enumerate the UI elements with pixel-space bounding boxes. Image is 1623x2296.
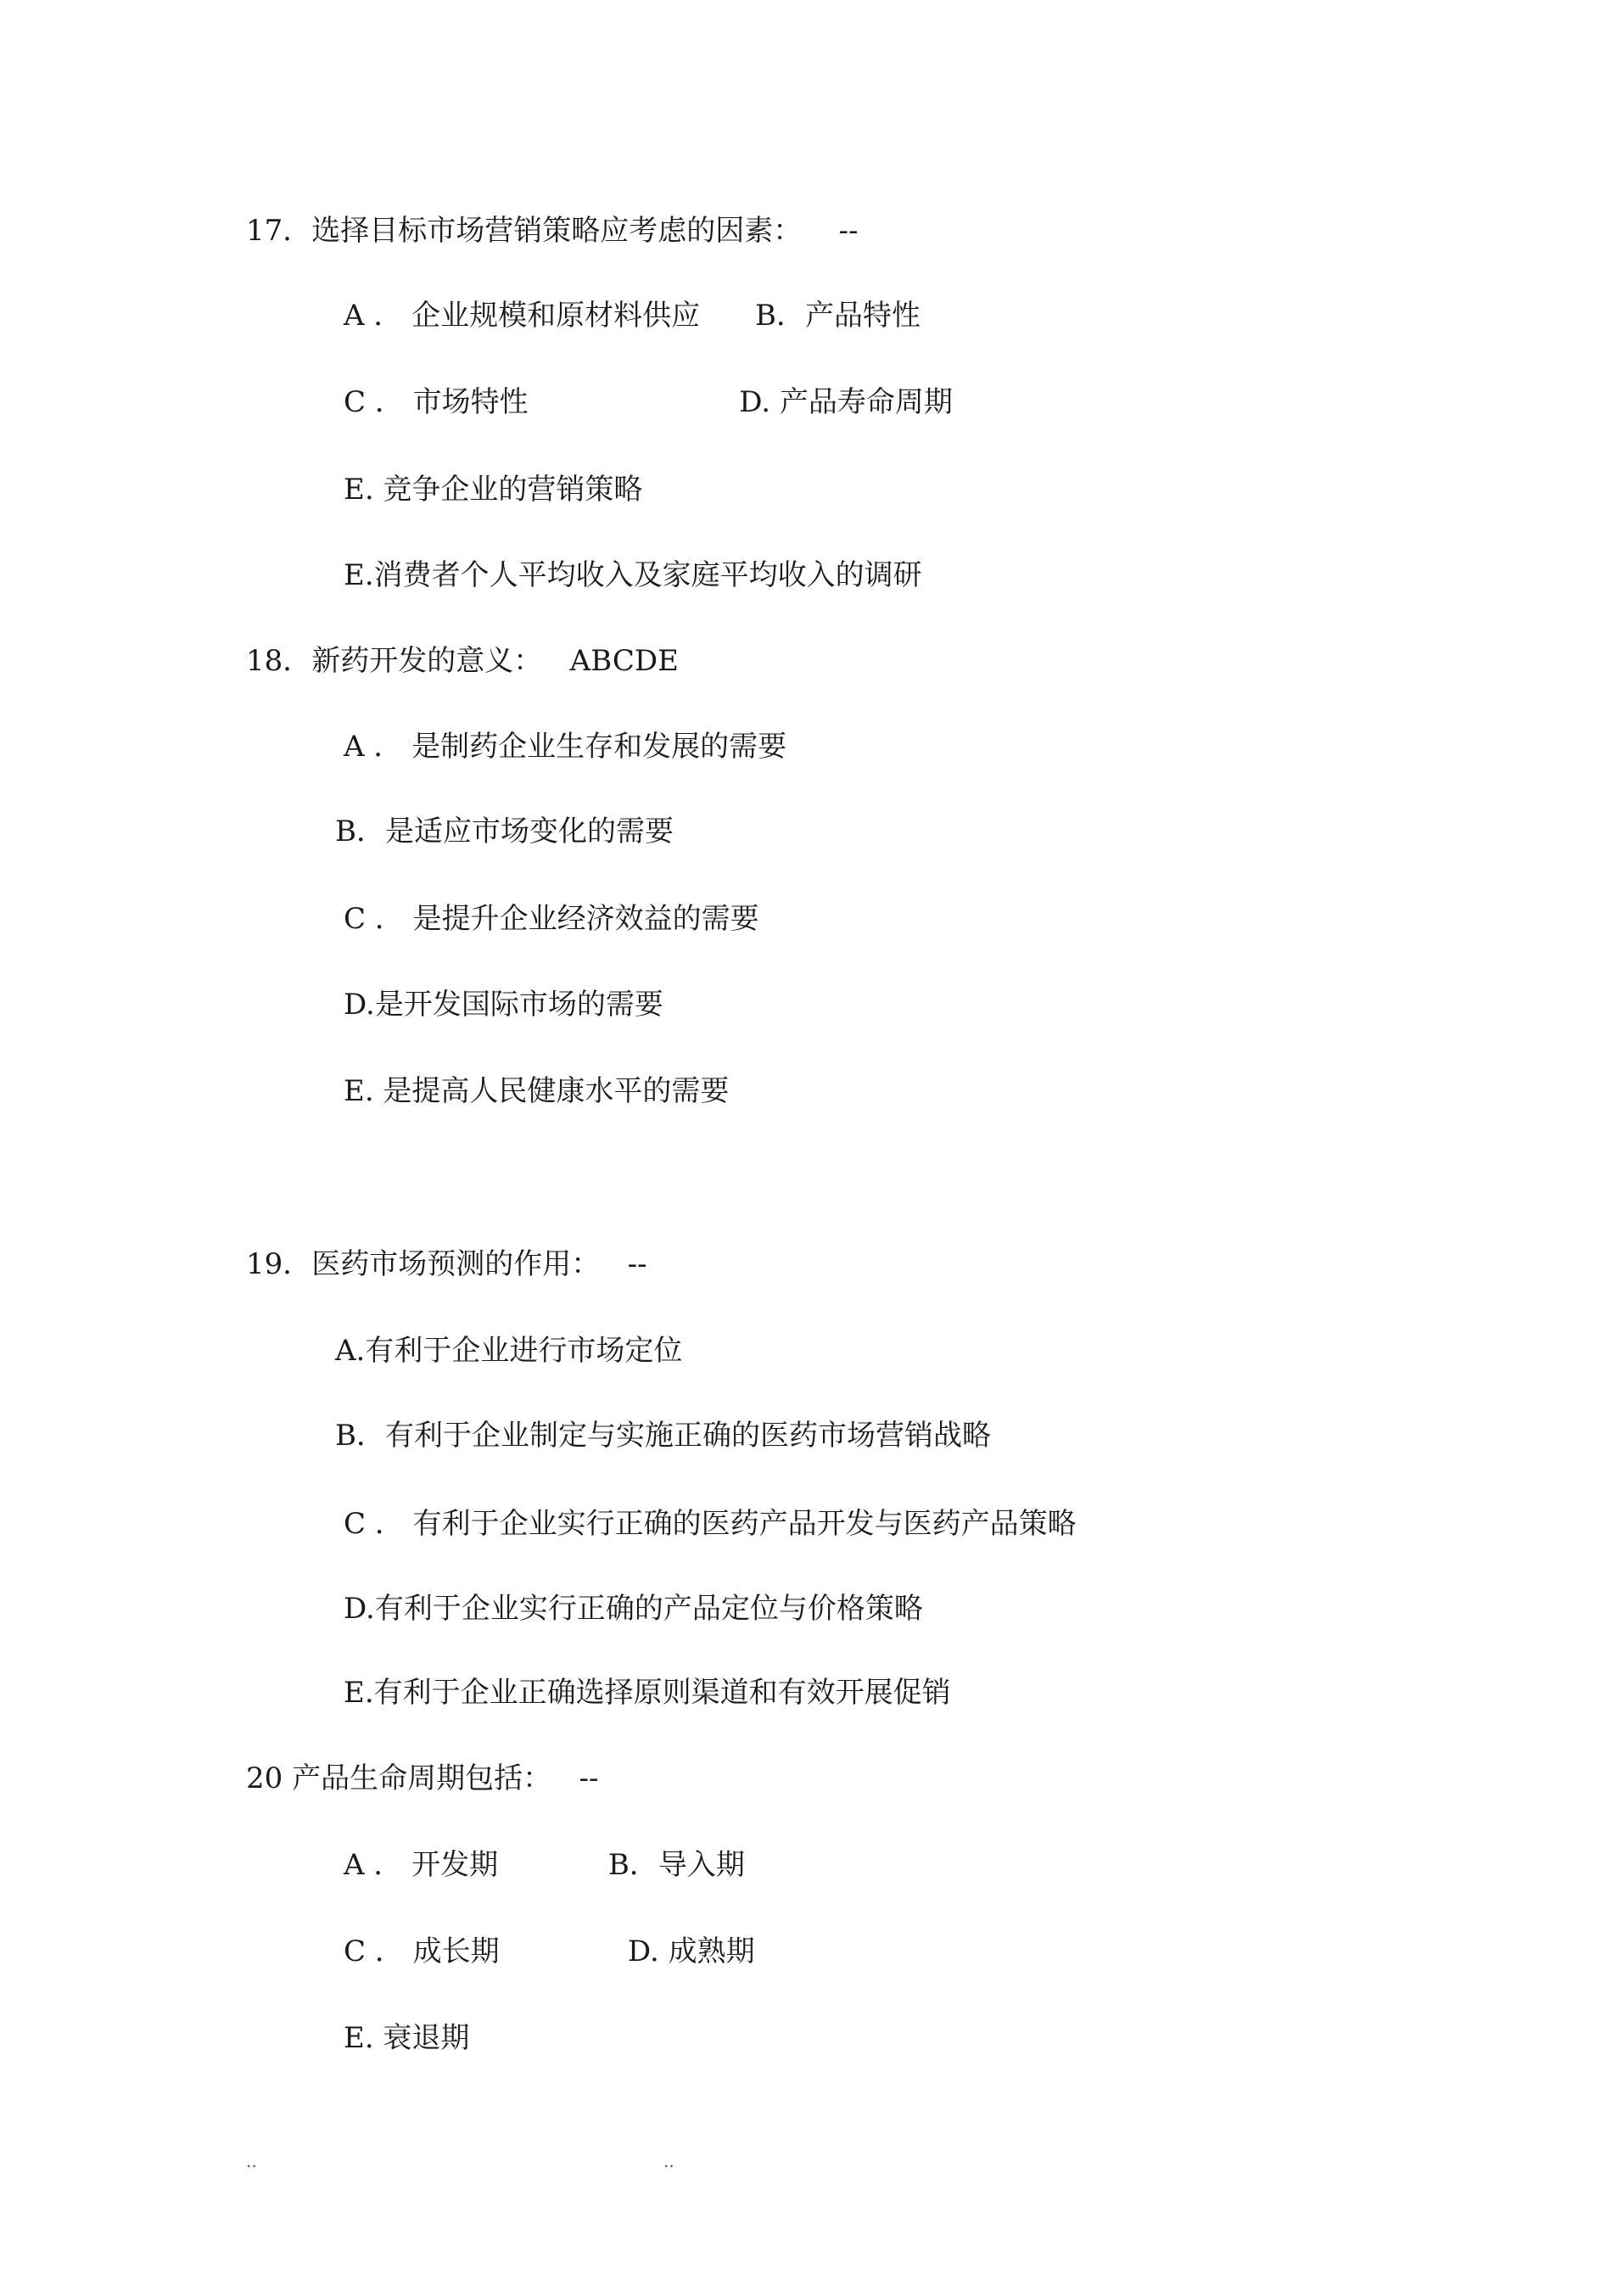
question-17-option-e: E. 竞争企业的营销策略: [344, 473, 643, 507]
question-20-option-ab: A ． 开发期 B．导入期: [344, 1848, 745, 1882]
question-18-option-e: E. 是提高人民健康水平的需要: [344, 1074, 730, 1108]
question-17-option-e2: E.消费者个人平均收入及家庭平均收入的调研: [344, 558, 922, 592]
question-19-option-e: E.有利于企业正确选择原则渠道和有效开展促销: [344, 1676, 951, 1710]
question-17-stem: 17．选择目标市场营销策略应考虑的因素： --: [246, 214, 859, 248]
question-18-stem: 18．新药开发的意义： ABCDE: [246, 644, 679, 678]
question-18-option-b: B．是适应市场变化的需要: [335, 815, 674, 848]
question-19-stem: 19．医药市场预测的作用： --: [246, 1247, 647, 1281]
question-19-option-a: A.有利于企业进行市场定位: [335, 1334, 683, 1368]
question-20-option-cd: C ． 成长期 D. 成熟期: [344, 1935, 755, 1968]
question-19-option-b: B．有利于企业制定与实施正确的医药市场营销战略: [335, 1419, 991, 1453]
question-20-option-e: E. 衰退期: [344, 2021, 470, 2055]
question-20-stem: 20 产品生命周期包括： --: [246, 1761, 599, 1795]
question-19-option-c: C ． 有利于企业实行正确的医药产品开发与医药产品策略: [344, 1507, 1077, 1541]
question-18-option-a: A ． 是制药企业生存和发展的需要: [344, 730, 787, 764]
question-17-option-ab: A ． 企业规模和原材料供应 B．产品特性: [344, 299, 921, 333]
question-19-option-d: D.有利于企业实行正确的产品定位与价格策略: [344, 1592, 923, 1626]
question-17-option-cd: C ． 市场特性 D. 产品寿命周期: [344, 385, 953, 419]
footer-left-dots: ..: [246, 2151, 257, 2171]
question-18-option-c: C ． 是提升企业经济效益的需要: [344, 902, 759, 936]
question-18-option-d: D.是开发国际市场的需要: [344, 988, 663, 1022]
footer-right-dots: ..: [663, 2151, 674, 2171]
